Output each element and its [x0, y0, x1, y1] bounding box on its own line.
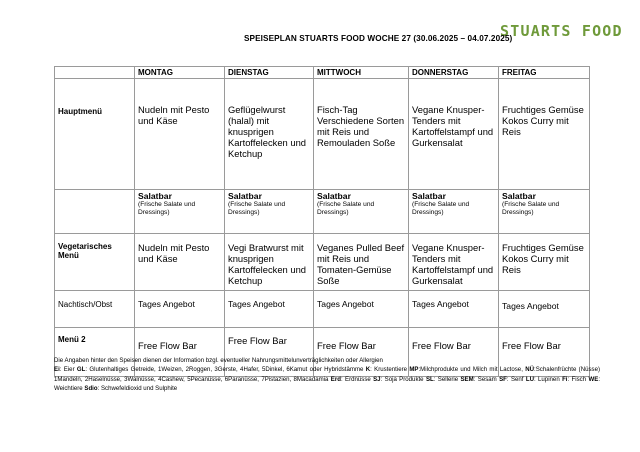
salatbar-title: Salatbar — [228, 191, 262, 201]
salatbar-subtitle: (Frische Salate und Dressings) — [317, 201, 375, 216]
dish-cell: Free Flow Bar — [499, 328, 590, 377]
salatbar-title: Salatbar — [502, 191, 536, 201]
allergen-code: Erd — [330, 375, 341, 383]
dish-cell: Tages Angebot — [225, 291, 314, 328]
salatbar-cell — [314, 190, 409, 234]
header-empty-cell — [55, 67, 135, 79]
salatbar-subtitle: (Frische Salate und Dressings) — [228, 201, 286, 216]
table-row-vegetarisch — [55, 234, 590, 291]
dish-cell: Nudeln mit Pesto und Käse — [135, 234, 225, 291]
allergen-description: : Lupinen — [533, 375, 563, 383]
page-title: SPEISEPLAN STUARTS FOOD WOCHE 27 (30.06.2025 – 04.07.2025) — [244, 34, 513, 43]
dish-cell: Veganes Pulled Beef mit Reis und Tomaten-Gemüse Soße — [314, 234, 409, 291]
table-row-nachtisch — [55, 291, 590, 328]
allergen-intro: Die Angaben hinter den Speisen dienen der Information bzgl. eventueller Nahrungsmittelunverträglichkeiten oder Allergien — [54, 357, 383, 364]
salatbar-title: Salatbar — [317, 191, 351, 201]
table-header-row — [55, 67, 590, 79]
day-header: DIENSTAG — [225, 67, 314, 79]
dish-cell: Fruchtiges Gemüse Kokos Curry mit Reis — [499, 79, 590, 190]
allergen-code: Fi — [562, 375, 568, 383]
dish-cell: Free Flow Bar — [409, 328, 499, 377]
dish-cell: Fisch-Tag Verschiedene Sorten mit Reis und Remouladen Soße — [314, 79, 409, 190]
row-label: Hauptmenü — [55, 79, 135, 190]
allergen-list — [54, 366, 600, 392]
dish-cell: Vegi Bratwurst mit knusprigen Kartoffelecken und Ketchup — [225, 234, 314, 291]
allergen-code: MP — [409, 366, 419, 374]
allergen-description: :Milchprodukte und Milch mit Lactose, — [418, 366, 526, 374]
allergen-description: : Fisch — [567, 375, 589, 383]
allergen-description: : Erdnüsse — [340, 375, 374, 383]
allergen-notes — [54, 356, 600, 393]
row-label: Vegetarisches Menü — [55, 234, 135, 291]
allergen-description: : Senf — [506, 375, 526, 383]
salatbar-title: Salatbar — [412, 191, 446, 201]
salatbar-cell — [225, 190, 314, 234]
allergen-description: : Krustentiere — [370, 366, 410, 374]
table-row-hauptmenu — [55, 79, 590, 190]
allergen-code: Sdio — [84, 384, 98, 392]
allergen-description: : Glutenhaltiges Getreide, 1Weizen, 2Roggen, 3Gerste, 4Hafer, 5Dinkel, 6Kamut oder Hybridstämme — [85, 366, 366, 374]
allergen-description: : Weichtiere — [54, 375, 601, 392]
dish-cell: Tages Angebot — [314, 291, 409, 328]
dish-cell: Tages Angebot — [409, 291, 499, 328]
dish-cell: Vegane Knusper-Tenders mit Kartoffelstampf und Gurkensalat — [409, 234, 499, 291]
allergen-description: : Sellerie — [433, 375, 461, 383]
menu-table — [54, 66, 590, 377]
allergen-code: SEM — [460, 375, 474, 383]
day-header: MITTWOCH — [314, 67, 409, 79]
dish-cell: Free Flow Bar — [225, 328, 314, 377]
allergen-code: SL — [425, 375, 434, 383]
dish-cell: Free Flow Bar — [314, 328, 409, 377]
allergen-code: SF — [499, 375, 507, 383]
allergen-code: GL — [76, 366, 86, 374]
allergen-description: : Eier — [59, 366, 77, 374]
dish-cell: Vegane Knusper-Tenders mit Kartoffelstampf und Gurkensalat — [409, 79, 499, 190]
salatbar-subtitle: (Frische Salate und Dressings) — [138, 201, 196, 216]
brand-logo: STUARTS FOOD — [500, 22, 623, 40]
dish-cell: Tages Angebot — [499, 291, 590, 328]
row-label: Menü 2 — [55, 328, 135, 377]
salatbar-title: Salatbar — [138, 191, 172, 201]
allergen-code: Ei — [54, 366, 60, 374]
salatbar-subtitle: (Frische Salate und Dressings) — [412, 201, 470, 216]
allergen-code: LU — [525, 375, 534, 383]
table-row-salatbar — [55, 190, 590, 234]
dish-cell: Tages Angebot — [135, 291, 225, 328]
allergen-description: : Soja Produkte — [380, 375, 426, 383]
allergen-code: NÜ — [525, 366, 535, 374]
allergen-description: : Schwefeldioxid und Sulphite — [97, 384, 178, 392]
salatbar-cell — [135, 190, 225, 234]
row-label: Nachtisch/Obst — [55, 291, 135, 328]
dish-cell: Nudeln mit Pesto und Käse — [135, 79, 225, 190]
allergen-description: : Sesam — [473, 375, 500, 383]
day-header: MONTAG — [135, 67, 225, 79]
dish-cell: Geflügelwurst (halal) mit knusprigen Kartoffelecken und Ketchup — [225, 79, 314, 190]
salatbar-subtitle: (Frische Salate und Dressings) — [502, 201, 560, 216]
day-header: DONNERSTAG — [409, 67, 499, 79]
dish-cell: Free Flow Bar — [135, 328, 225, 377]
dish-cell: Fruchtiges Gemüse Kokos Curry mit Reis — [499, 234, 590, 291]
salatbar-cell — [499, 190, 590, 234]
salatbar-cell — [409, 190, 499, 234]
row-label-empty — [55, 190, 135, 234]
day-header: FREITAG — [499, 67, 590, 79]
allergen-description: :Schalenfrüchte (Nüsse) 1Mandeln, 2Haselnüsse, 3Walnüsse, 4Cashew, 5Pecanüsse, 6Paranüsse, 7Pistazien, 8Macadamia — [54, 366, 601, 383]
allergen-code: SJ — [373, 375, 381, 383]
allergen-code: WE — [588, 375, 599, 383]
allergen-code: K — [365, 366, 371, 374]
